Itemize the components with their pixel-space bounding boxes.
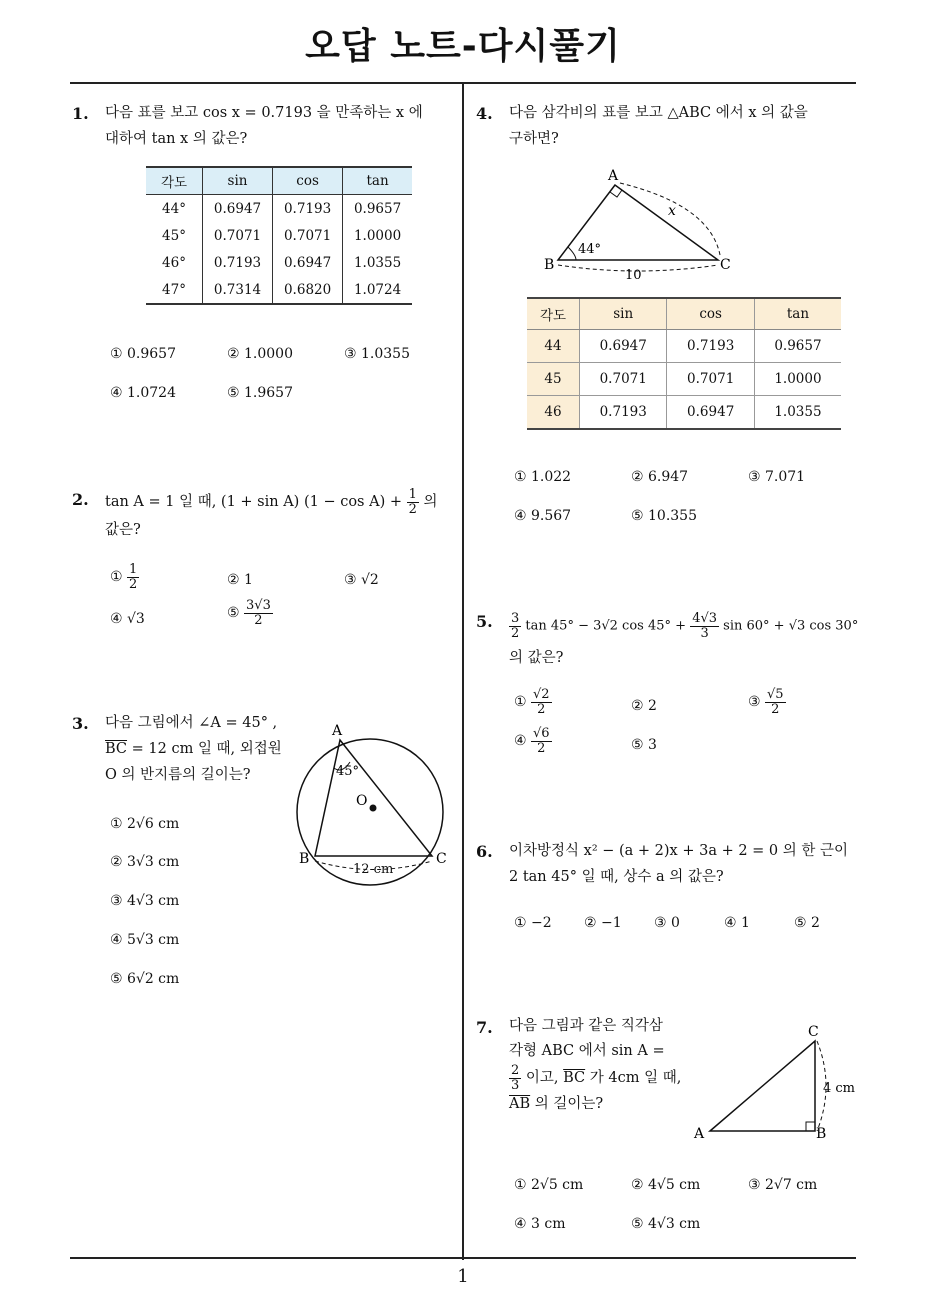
q6-option-3[interactable]: ③ 0 <box>654 915 680 931</box>
denominator: 2 <box>408 501 417 517</box>
table-header: cos <box>273 167 343 195</box>
table-cell: 0.9657 <box>343 195 412 223</box>
q3-option-4[interactable]: ④ 5√3 cm <box>110 932 180 948</box>
label-c: C <box>720 257 731 273</box>
option-mark: ③ <box>748 694 761 711</box>
table-cell: 0.7193 <box>273 195 343 223</box>
table-cell: 0.6947 <box>667 396 754 430</box>
q6-option-1[interactable]: ① −2 <box>514 915 552 931</box>
fraction <box>765 688 786 716</box>
q2-option-2[interactable]: ② 1 <box>227 572 253 588</box>
label-b: B <box>299 851 310 867</box>
q5-term-2: sin 60° + √3 cos 30° <box>723 618 859 634</box>
label-b: B <box>544 257 555 273</box>
q5-option-1[interactable] <box>514 688 552 716</box>
q7-right-triangle-figure <box>690 1020 860 1150</box>
column-divider <box>462 83 464 1260</box>
table-cell: 0.9657 <box>754 330 841 363</box>
label-a: A <box>608 168 619 184</box>
option-mark: ④ <box>514 733 527 750</box>
q7-option-2[interactable]: ② 4√5 cm <box>631 1177 701 1193</box>
q7-text-part: 이고, <box>521 1070 564 1087</box>
table-cell: 0.7314 <box>203 276 273 304</box>
center-point <box>370 805 377 812</box>
q3-text-line2 <box>105 736 282 762</box>
q7-text-part: 가 4cm 일 때, <box>585 1070 682 1087</box>
table-cell: 0.7193 <box>667 330 754 363</box>
table-row <box>146 222 412 249</box>
table-cell: 0.7193 <box>580 396 667 430</box>
q1-option-2[interactable]: ② 1.0000 <box>227 346 293 362</box>
angle-label: 44° <box>578 242 602 257</box>
table-cell: 1.0355 <box>754 396 841 430</box>
q4-trig-table <box>527 297 841 430</box>
page-title: 오답 노트-다시풀기 <box>305 26 621 67</box>
side-label: 4 cm <box>823 1081 856 1096</box>
denominator: 2 <box>537 701 546 717</box>
table-row <box>527 330 841 363</box>
side-ac-dashed <box>620 183 720 255</box>
table-cell: 1.0355 <box>343 249 412 276</box>
q4-triangle-figure <box>540 165 740 285</box>
table-cell: 44 <box>527 330 580 363</box>
table-cell: 0.7071 <box>273 222 343 249</box>
q5-expression <box>509 612 858 640</box>
q7-text <box>509 1014 681 1117</box>
q4-text-line2: 구하면? <box>509 131 559 147</box>
table-cell: 1.0724 <box>343 276 412 304</box>
numerator: 4√3 <box>692 611 718 626</box>
q3-circle-figure <box>290 718 460 888</box>
numerator: √2 <box>533 687 550 702</box>
denominator: 2 <box>771 701 780 717</box>
fraction <box>509 1064 521 1092</box>
q6-text-line2: 2 tan 45° 일 때, 상수 a 의 값은? <box>509 869 724 885</box>
table-cell: 45° <box>162 227 186 244</box>
q3-option-3[interactable]: ③ 4√3 cm <box>110 893 180 909</box>
numerator: 2 <box>511 1063 520 1078</box>
fraction <box>509 612 521 640</box>
fraction <box>407 488 419 516</box>
q1-option-5[interactable]: ⑤ 1.9657 <box>227 385 293 401</box>
denominator: 2 <box>511 625 520 641</box>
denominator: 2 <box>537 740 546 756</box>
fraction <box>127 563 139 591</box>
table-header: sin <box>203 167 273 195</box>
angle-arc <box>568 247 576 260</box>
q1-option-4[interactable]: ④ 1.0724 <box>110 385 176 401</box>
q6-number: 6. <box>476 842 493 861</box>
q2-text-line2: 값은? <box>105 522 141 539</box>
table-cell: 0.6947 <box>580 330 667 363</box>
table-cell: 0.7193 <box>203 249 273 276</box>
q2-option-3[interactable]: ③ √2 <box>344 572 379 588</box>
table-header-row <box>146 167 412 195</box>
numerator: √6 <box>533 726 550 741</box>
q6-text-line1: 이차방정식 x² − (a + 2)x + 3a + 2 = 0 의 한 근이 <box>509 843 849 859</box>
q4-option-5[interactable]: ⑤ 10.355 <box>631 508 697 524</box>
q1-trig-table <box>146 166 412 305</box>
label-o: O <box>356 793 368 809</box>
q7-option-5[interactable]: ⑤ 4√3 cm <box>631 1216 701 1232</box>
q2-expr: tan A = 1 일 때, (1 + sin A) (1 − cos A) + <box>105 494 402 511</box>
q1-option-1[interactable]: ① 0.9657 <box>110 346 176 362</box>
q5-text-line2: 의 값은? <box>509 650 564 666</box>
table-header: sin <box>580 298 667 330</box>
q6-text <box>509 838 848 890</box>
q2-suffix: 의 <box>423 494 438 511</box>
page-number: 1 <box>457 1266 469 1287</box>
table-cell: 1.0000 <box>343 222 412 249</box>
q3-number: 3. <box>72 714 89 733</box>
label-a: A <box>332 723 343 739</box>
q6-option-5[interactable]: ⑤ 2 <box>794 915 820 931</box>
table-header: tan <box>754 298 841 330</box>
q7-option-3[interactable]: ③ 2√7 cm <box>748 1177 818 1193</box>
table-cell: 0.7071 <box>580 363 667 396</box>
denominator: 2 <box>129 576 138 592</box>
q2-option-4[interactable]: ④ √3 <box>110 611 145 627</box>
q1-number: 1. <box>72 104 89 123</box>
side-label: 10 <box>625 268 642 283</box>
option-mark: ① <box>514 694 527 711</box>
table-header: 각도 <box>146 167 203 195</box>
q3-text-line3: O 의 반지름의 길이는? <box>105 767 251 783</box>
table-cell: 46 <box>527 396 580 430</box>
segment-bc: $\overline{BC}$ <box>105 741 128 757</box>
q4-option-1[interactable]: ① 1.022 <box>514 469 572 485</box>
segment-bc: $\overline{BC}$ <box>563 1070 586 1087</box>
q3-option-1[interactable]: ① 2√6 cm <box>110 816 180 832</box>
right-angle-mark <box>610 190 622 197</box>
footer-rule <box>70 1257 856 1259</box>
option-mark: ① <box>110 569 123 586</box>
q5-number: 5. <box>476 612 493 631</box>
numerator: 1 <box>408 487 417 502</box>
q4-option-4[interactable]: ④ 9.567 <box>514 508 572 524</box>
q1-option-3[interactable]: ③ 1.0355 <box>344 346 410 362</box>
q6-option-4[interactable]: ④ 1 <box>724 915 750 931</box>
q2-option-5[interactable] <box>227 599 273 627</box>
q5-option-2[interactable]: ② 2 <box>631 698 657 714</box>
q7-option-1[interactable]: ① 2√5 cm <box>514 1177 584 1193</box>
table-cell: 47° <box>162 281 186 298</box>
right-angle-mark <box>806 1122 815 1131</box>
label-x: x <box>668 203 676 219</box>
denominator: 3 <box>700 625 709 641</box>
table-cell: 0.6947 <box>203 195 273 223</box>
q5-option-5[interactable]: ⑤ 3 <box>631 737 657 753</box>
denominator: 2 <box>254 612 263 628</box>
table-cell: 44° <box>162 200 186 217</box>
numerator: 3√3 <box>246 598 271 613</box>
table-cell: 1.0000 <box>754 363 841 396</box>
side-label: 12 cm <box>353 862 394 877</box>
q4-number: 4. <box>476 104 493 123</box>
q3-option-5[interactable]: ⑤ 6√2 cm <box>110 971 180 987</box>
q5-term-1: tan 45° − 3√2 cos 45° + <box>525 618 687 634</box>
q3-option-2[interactable]: ② 3√3 cm <box>110 854 180 870</box>
fraction <box>531 688 552 716</box>
q2-option-1[interactable] <box>110 563 139 591</box>
q7-text-line1: 다음 그림과 같은 직각삼 <box>509 1018 663 1034</box>
q2-number: 2. <box>72 490 89 509</box>
q3-text <box>105 710 282 788</box>
label-c: C <box>436 851 447 867</box>
numerator: √5 <box>767 687 784 702</box>
triangle-abc <box>315 740 432 856</box>
triangle-abc <box>710 1041 815 1131</box>
q4-text-line1: 다음 삼각비의 표를 보고 △ABC 에서 x 의 값을 <box>509 105 808 121</box>
table-row <box>146 249 412 276</box>
fraction <box>531 727 552 755</box>
table-row <box>146 276 412 304</box>
fraction <box>244 599 273 627</box>
q7-text-line3 <box>509 1064 681 1092</box>
q3-text-line1: 다음 그림에서 ∠A = 45° , <box>105 715 278 731</box>
q5-option-4[interactable] <box>514 727 552 755</box>
angle-label: 45° <box>336 764 360 779</box>
q2-text-line1 <box>105 488 438 516</box>
table-header: tan <box>343 167 412 195</box>
q7-number: 7. <box>476 1018 493 1037</box>
label-a: A <box>694 1126 705 1142</box>
table-cell: 0.7071 <box>667 363 754 396</box>
table-row <box>146 195 412 223</box>
q4-option-2[interactable]: ② 6.947 <box>631 469 689 485</box>
segment-ab: $\overline{AB}$ <box>509 1096 531 1113</box>
table-row <box>527 396 841 430</box>
table-cell: 0.6820 <box>273 276 343 304</box>
table-cell: 0.6947 <box>273 249 343 276</box>
fraction <box>690 612 719 640</box>
q2-text <box>105 488 438 542</box>
table-row <box>527 363 841 396</box>
q6-option-2[interactable]: ② −1 <box>584 915 622 931</box>
q7-option-4[interactable]: ④ 3 cm <box>514 1216 566 1232</box>
numerator: 3 <box>511 611 520 626</box>
table-header-row <box>527 298 841 330</box>
q1-text <box>105 100 423 152</box>
q3-text-rest: = 12 cm 일 때, 외접원 <box>127 741 282 757</box>
table-cell: 46° <box>162 254 186 271</box>
table-header: cos <box>667 298 754 330</box>
option-mark: ⑤ <box>227 605 240 622</box>
numerator: 1 <box>129 562 138 577</box>
label-c: C <box>808 1024 819 1040</box>
denominator: 3 <box>511 1077 520 1093</box>
table-cell: 45 <box>527 363 580 396</box>
q4-text <box>509 100 808 152</box>
q1-text-line1: 다음 표를 보고 cos x = 0.7193 을 만족하는 x 에 <box>105 105 423 121</box>
q7-text-line2: 각형 ABC 에서 sin A = <box>509 1043 665 1059</box>
q7-text-part: 의 길이는? <box>530 1096 604 1113</box>
table-cell: 0.7071 <box>203 222 273 249</box>
q5-option-3[interactable] <box>748 688 786 716</box>
q7-text-line4 <box>509 1092 681 1117</box>
q4-option-3[interactable]: ③ 7.071 <box>748 469 806 485</box>
label-b: B <box>816 1126 827 1142</box>
table-header: 각도 <box>527 298 580 330</box>
q1-text-line2: 대하여 tan x 의 값은? <box>105 131 248 147</box>
